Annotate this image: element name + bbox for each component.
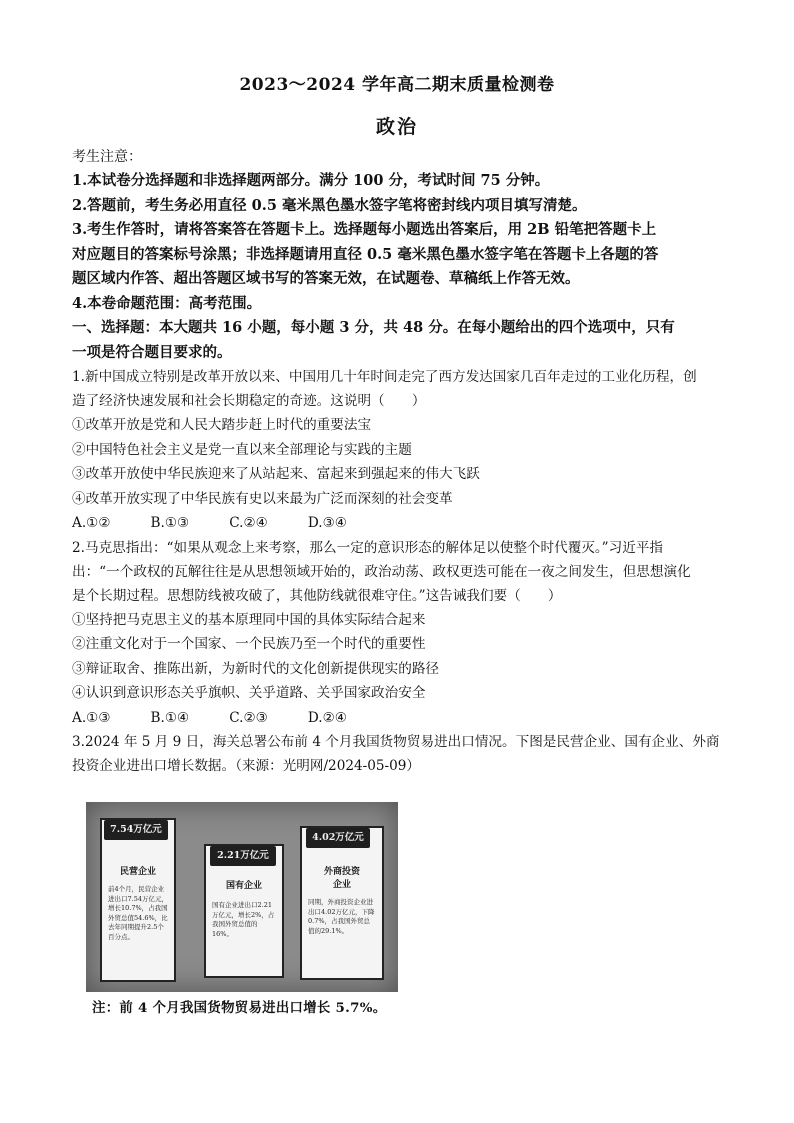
choice-a: A.①② [72,515,111,531]
card-value-tag: 2.21万亿元 [210,846,276,866]
question-2-option: ②注重文化对于一个国家、一个民族乃至一个时代的重要性 [72,636,426,652]
private-enterprise-card [100,818,176,982]
section-heading: 一、选择题：本大题共 16 小题，每小题 3 分，共 48 分。在每小题给出的四个选项中，只有 [72,319,675,336]
question-1-option: ④改革开放实现了中华民族有史以来最为广泛而深刻的社会变革 [72,490,453,507]
exam-title: 2023～2024 学年高二期末质量检测卷 [239,75,555,95]
card-name: 外商投资 [323,867,360,877]
question-2-stem: 2.马克思指出：“如果从观念上来考察，那么一定的意识形态的解体足以使整个时代覆灭。”习近平指 [72,539,664,556]
question-1-option: ①改革开放是党和人民大踏步赶上时代的重要法宝 [72,417,372,433]
trade-infographic [86,802,398,992]
question-1-option: ②中国特色社会主义是党一直以来全部理论与实践的主题 [72,441,412,458]
card-name: 企业 [332,880,351,890]
notice-item: 2.答题前，考生务必用直径 0.5 毫米黑色墨水签字笔将密封线内项目填写清楚。 [72,196,587,214]
choice-d: D.②④ [307,709,347,726]
choice-c: C.②③ [229,709,268,726]
choice-b: B.①③ [150,515,190,531]
notice-item: 4.本卷命题范围：高考范围。 [72,294,262,312]
section-heading: 一项是符合题目要求的。 [72,343,232,361]
question-2-stem: 是个长期过程。思想防线被攻破了，其他防线就很难守住。”这告诫我们要（ ） [72,587,562,604]
notice-item: 对应题目的答案标号涂黑；非选择题请用直径 0.5 毫米黑色墨水签字笔在答题卡上各题的答 [72,245,659,263]
card-text: 前4个月，民营企业进出口7.54万亿元，增长10.7%，占我国外贸总值54.6%，比去年同期提升2.5个百分点。 [108,885,168,941]
card-text: 国有企业进出口2.21万亿元，增长2%，占我国外贸总值的16%。 [212,901,275,938]
card-value-tag: 4.02万亿元 [306,828,370,848]
notice-item: 3.考生作答时，请将答案答在答题卡上。选择题每小题选出答案后，用 2B 铅笔把答题卡上 [72,221,657,238]
card-text: 同期，外商投资企业进出口4.02万亿元，下降0.7%，占我国外贸总值的29.1%。 [308,898,375,935]
notice-heading: 考生注意： [72,149,142,165]
choice-d: D.③④ [307,515,347,531]
question-2-option: ④认识到意识形态关乎旗帜、关乎道路、关乎国家政治安全 [72,685,426,701]
question-2-stem: 出：“一个政权的瓦解往往是从思想领域开始的，政治动荡、政权更迭可能在一夜之间发生，但思想演化 [72,563,691,580]
figure-note: 注：前 4 个月我国货物贸易进出口增长 5.7%。 [92,1000,387,1016]
exam-body [72,146,724,778]
choice-c: C.②④ [229,515,268,531]
question-2-option: ①坚持把马克思主义的基本原理同中国的具体实际结合起来 [72,611,426,628]
card-name: 国有企业 [225,881,262,891]
question-2-choices [72,706,724,731]
notice-item: 1.本试卷分选择题和非选择题两部分。满分 100 分，考试时间 75 分钟。 [72,172,550,189]
card-name: 民营企业 [119,867,156,877]
choice-a: A.①③ [72,709,111,726]
question-1-choices [72,511,724,536]
state-enterprise-card [204,844,284,978]
question-3-stem: 3.2024 年 5 月 9 日，海关总署公布前 4 个月我国货物贸易进出口情况。下图是民营企业、国有企业、外商 [72,734,720,750]
question-1-stem: 造了经济快速发展和社会长期稳定的奇迹。这说明（ ） [72,393,426,409]
question-1-stem: 1.新中国成立特别是改革开放以来、中国用几十年时间走完了西方发达国家几百年走过的工业化历程，创 [72,369,697,385]
question-1-option: ③改革开放使中华民族迎来了从站起来、富起来到强起来的伟大飞跃 [72,466,480,482]
notice-item: 题区域内作答、超出答题区域书写的答案无效，在试题卷、草稿纸上作答无效。 [72,270,580,287]
foreign-enterprise-card [300,826,384,980]
card-value-tag: 7.54万亿元 [104,820,168,840]
question-2-option: ③辩证取舍、推陈出新，为新时代的文化创新提供现实的路径 [72,660,440,677]
exam-subject: 政治 [375,116,418,138]
question-3-stem: 投资企业进出口增长数据。（来源：光明网/2024-05-09） [72,758,421,774]
choice-b: B.①④ [150,709,190,726]
